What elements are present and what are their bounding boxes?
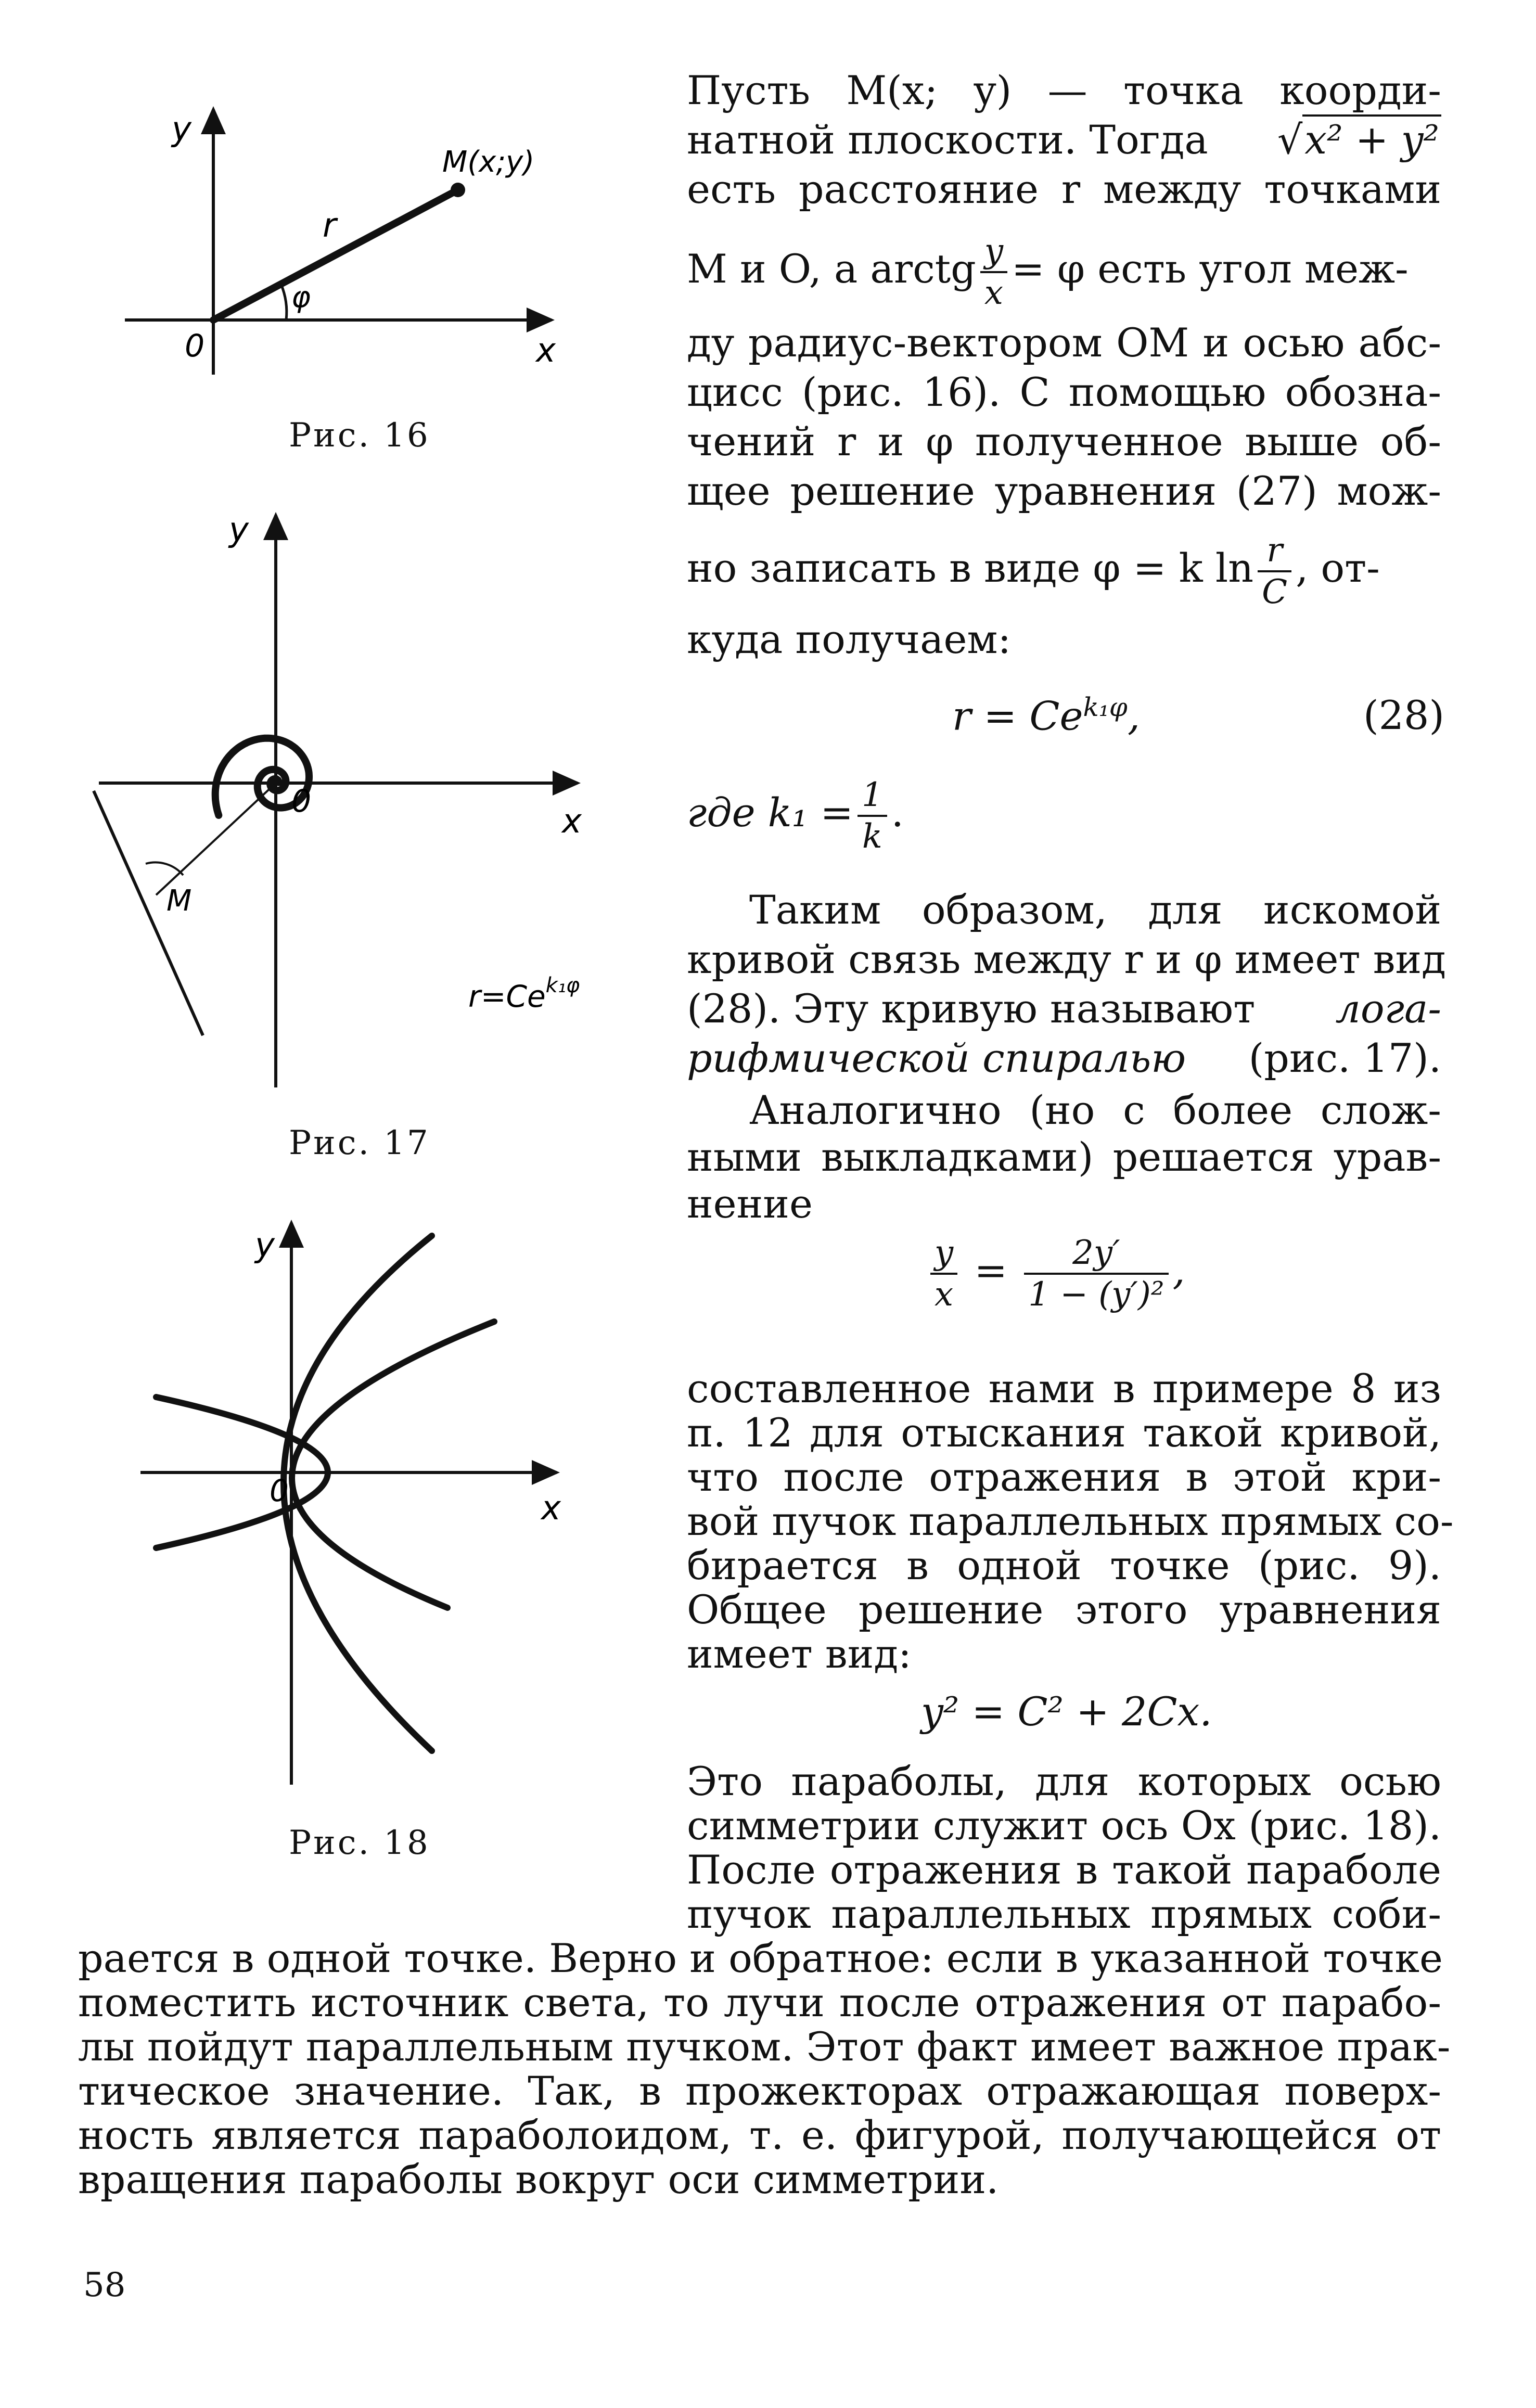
- text-line: бирается в одной точке (рис. 9).: [687, 1542, 1441, 1589]
- spiral-formula: $r=Ce^{k_1\varphi}$: [468, 974, 580, 1014]
- text-line: ду радиус-вектором OM и осью абс-: [687, 319, 1441, 366]
- equation-28-number: (28): [1363, 692, 1445, 738]
- text-line: Таким образом, для искомой: [749, 887, 1441, 933]
- origin-label: 0: [270, 1473, 289, 1508]
- text-line: имеет вид:: [687, 1631, 912, 1677]
- text-line: M и O, а arctg $\frac{y}{x}$ = φ есть угол меж-: [687, 232, 1409, 312]
- origin-label: 0: [291, 783, 312, 819]
- text-line: что после отражения в этой кри-: [687, 1454, 1441, 1500]
- parabola-small: [292, 1322, 494, 1608]
- caption-fig18: Рис. 18: [289, 1824, 430, 1862]
- text-line: ными выкладками) решается урав-: [687, 1134, 1441, 1180]
- text-line: где k₁ = $\frac{1}{k}$ .: [687, 776, 904, 856]
- r-label: r: [323, 207, 337, 245]
- text-line: куда получаем:: [687, 616, 1012, 662]
- equation-parabola: y² = C² + 2Cx.: [921, 1688, 1212, 1735]
- parabola-left: [284, 1236, 432, 1751]
- phi-label: φ: [291, 280, 311, 314]
- fraction-rhs: $\frac{2y'}{\text{1 − (y′)²}}$: [1024, 1233, 1168, 1314]
- origin-label: 0: [185, 328, 205, 364]
- angle-arc: [146, 862, 183, 875]
- text-line: есть расстояние r между точками: [687, 166, 1441, 212]
- text-line: цисс (рис. 16). С помощью обозна-: [687, 369, 1441, 415]
- text-line: вращения параболы вокруг оси симметрии.: [78, 2156, 999, 2202]
- page-number: 58: [83, 2266, 126, 2304]
- fraction-y-x: $\frac{y}{x}$: [980, 232, 1007, 313]
- m-label: M: [167, 884, 192, 918]
- text-line: Это параболы, для которых осью: [687, 1758, 1441, 1804]
- text-line: Пусть M(x; y) — точка коорди-: [687, 67, 1441, 113]
- text-line: (28). Эту кривую называют лога-: [687, 985, 1441, 1032]
- text-line: рифмической спиралью (рис. 17).: [687, 1035, 1441, 1081]
- text-line: кривой связь между r и φ имеет вид: [687, 936, 1446, 982]
- equation-reflection: $\frac{y}{x}$ = $\frac{2y'}{\text{1 − (y′)²}}$ ,: [926, 1233, 1185, 1314]
- text-line: Аналогично (но с более слож-: [749, 1087, 1441, 1133]
- fraction-lhs: $\frac{y}{x}$: [930, 1233, 957, 1314]
- text-line: пучок параллельных прямых соби-: [687, 1891, 1441, 1937]
- figure-17: [52, 499, 645, 1098]
- text-line: щее решение уравнения (27) мож-: [687, 468, 1441, 514]
- fraction-r-c: $\frac{r}{C}$: [1258, 531, 1291, 612]
- y-label: y: [229, 511, 249, 549]
- figure-16: [83, 94, 604, 385]
- x-label: x: [562, 802, 582, 841]
- text-line: нение: [687, 1181, 813, 1227]
- fraction-1-k: $\frac{1}{k}$: [857, 775, 887, 856]
- text-line: натной плоскости. Тогда √x² + y²: [687, 117, 1441, 163]
- text-line: Общее решение этого уравнения: [687, 1586, 1441, 1633]
- caption-fig17: Рис. 17: [289, 1124, 430, 1162]
- point-m: [451, 183, 465, 197]
- text-line: тическое значение. Так, в прожекторах отражающая поверх-: [78, 2068, 1441, 2114]
- angle-arc: [281, 284, 287, 320]
- text-line: После отражения в такой параболе: [687, 1847, 1441, 1893]
- text-line: вой пучок параллельных прямых со-: [687, 1498, 1454, 1544]
- x-label: x: [541, 1489, 561, 1528]
- text-line: чений r и φ полученное выше об-: [687, 418, 1441, 465]
- x-label: x: [536, 331, 556, 370]
- sqrt-expression: √x² + y²: [1277, 117, 1441, 163]
- text-line: рается в одной точке. Верно и обратное: если в указанной точке: [78, 1935, 1443, 1981]
- y-label: y: [172, 110, 191, 149]
- text-line: п. 12 для отыскания такой кривой,: [687, 1410, 1441, 1456]
- text-line: но записать в виде φ = k ln $\frac{r}{C}$ , от-: [687, 531, 1380, 611]
- text-line: симметрии служит ось Ox (рис. 18).: [687, 1802, 1441, 1849]
- text-line: поместить источник света, то лучи после отражения от парабо-: [78, 1979, 1441, 2026]
- equation-28: $r = Ce^{k_1\varphi}$,: [952, 692, 1140, 739]
- figure-18: [125, 1207, 604, 1795]
- caption-fig16: Рис. 16: [289, 416, 430, 455]
- point-label: M(x;y): [442, 145, 535, 179]
- text-line: составленное нами в примере 8 из: [687, 1365, 1441, 1412]
- text-line: ность является параболоидом, т. е. фигурой, получающейся от: [78, 2112, 1441, 2158]
- text-line: лы пойдут параллельным пучком. Этот факт имеет важное прак-: [78, 2023, 1451, 2070]
- y-label: y: [255, 1226, 275, 1265]
